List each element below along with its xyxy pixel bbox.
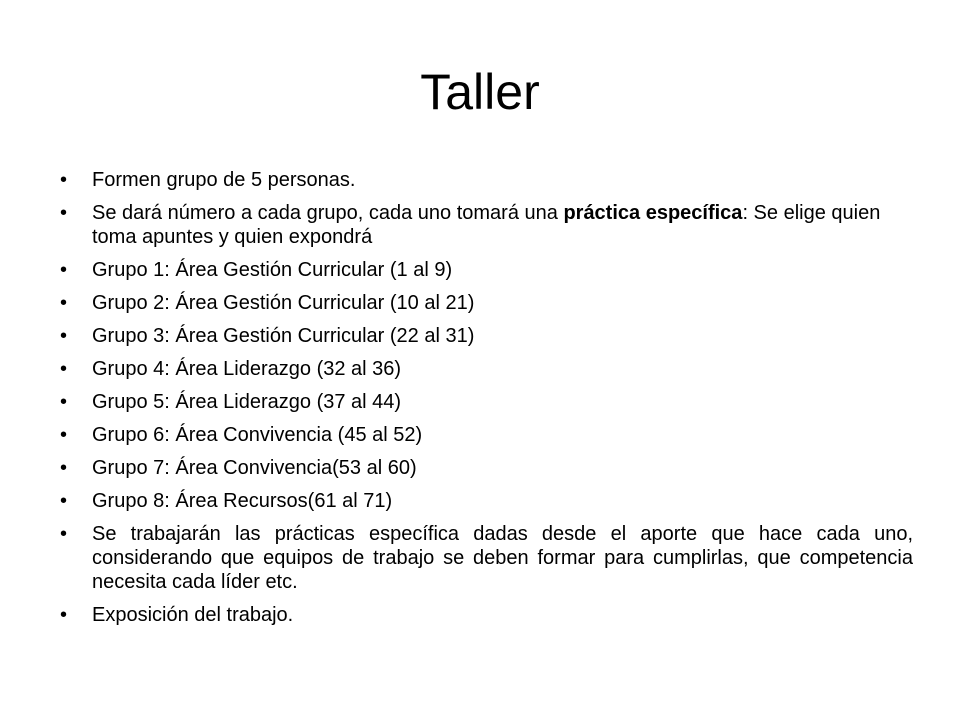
list-item-text: Grupo 1: Área Gestión Curricular (1 al 9): [92, 259, 453, 281]
bullet-icon: •: [60, 292, 68, 314]
list-item-text: Exposición del trabajo.: [92, 604, 294, 626]
bullet-icon: •: [60, 391, 68, 413]
list-item: [60, 258, 913, 282]
list-item-text: Se trabajarán las prácticas específica dadas desde el aporte que hace cada uno, considerando que equipos de trabajo se deben formar para cumplirlas, que competencia necesita cada líder etc.: [92, 523, 913, 593]
list-item-text: Grupo 8: Área Recursos(61 al 71): [92, 490, 393, 512]
list-item: [60, 522, 913, 594]
list-item: [60, 357, 913, 381]
list-item-text: : Se elige quien toma apuntes y quien expondrá: [92, 202, 881, 248]
list-item: [60, 489, 913, 513]
list-item-text: Grupo 2: Área Gestión Curricular (10 al 21): [92, 292, 475, 314]
list-item-bold-text: práctica específica: [563, 202, 743, 224]
list-item: [60, 291, 913, 315]
bullet-icon: •: [60, 457, 68, 479]
bullet-icon: •: [60, 358, 68, 380]
list-item-text: Formen grupo de 5 personas.: [92, 169, 356, 191]
bullet-icon: •: [60, 325, 68, 347]
list-item-text: Grupo 7: Área Convivencia(53 al 60): [92, 457, 417, 479]
list-item: [60, 456, 913, 480]
bullet-list: [60, 168, 913, 636]
list-item: [60, 390, 913, 414]
bullet-icon: •: [60, 604, 68, 626]
bullet-icon: •: [60, 424, 68, 446]
bullet-icon: •: [60, 259, 68, 281]
list-item-text: Grupo 3: Área Gestión Curricular (22 al 31): [92, 325, 475, 347]
list-item-text: Grupo 6: Área Convivencia (45 al 52): [92, 424, 423, 446]
bullet-icon: •: [60, 169, 68, 191]
list-item-text: Grupo 4: Área Liderazgo (32 al 36): [92, 358, 402, 380]
slide-title: Taller: [420, 64, 540, 120]
list-item-text: Se dará número a cada grupo, cada uno tomará una: [92, 202, 564, 224]
list-item: [60, 423, 913, 447]
list-item: [60, 603, 913, 627]
list-item-text: Grupo 5: Área Liderazgo (37 al 44): [92, 391, 402, 413]
bullet-icon: •: [60, 202, 68, 224]
list-item: [60, 324, 913, 348]
list-item: [60, 201, 913, 249]
bullet-icon: •: [60, 523, 68, 545]
list-item: [60, 168, 913, 192]
bullet-icon: •: [60, 490, 68, 512]
